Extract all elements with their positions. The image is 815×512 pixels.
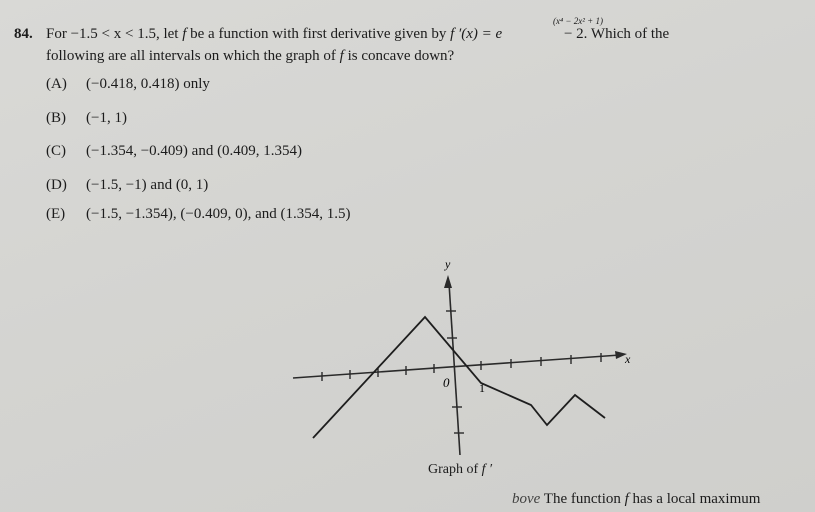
function-f: f <box>182 26 187 42</box>
choice-label: (A) <box>46 76 67 92</box>
derivative-exponent: (x⁴ − 2x² + 1) <box>553 16 603 26</box>
graph-caption <box>428 462 492 478</box>
choice-label: (D) <box>46 177 67 193</box>
x-axis-ticks <box>322 353 601 381</box>
question-text: For −1.5 < x < 1.5, let <box>46 26 183 42</box>
choice-c[interactable] <box>46 143 302 160</box>
footer-text-a: The function <box>540 491 625 507</box>
question-text: following are all intervals on which the graph of <box>46 48 340 64</box>
function-f: f <box>339 48 344 64</box>
choice-text: (−1, 1) <box>86 110 127 126</box>
caption-text: Graph of <box>428 462 482 477</box>
footer-text-b: has a local maximum <box>628 491 761 507</box>
choice-label: (E) <box>46 206 66 222</box>
choice-a[interactable] <box>46 76 210 93</box>
choice-d[interactable] <box>46 177 208 194</box>
y-axis-label: y <box>445 257 451 271</box>
question-text: is concave down? <box>343 48 455 64</box>
x-axis-label: x <box>625 352 631 366</box>
question-text: be a function with first derivative given by <box>186 26 451 42</box>
derivative-graph <box>285 255 645 460</box>
question-line-2 <box>46 48 454 65</box>
choice-e[interactable] <box>46 206 351 223</box>
footer-partial-word: bove <box>512 491 541 507</box>
footer-text <box>512 491 760 508</box>
f-prime-curve <box>313 317 605 438</box>
tick-label-1: 1 <box>479 381 485 395</box>
question-line-1 <box>46 26 669 43</box>
question-number: 84. <box>14 26 33 42</box>
y-axis <box>449 283 460 455</box>
choice-label: (B) <box>46 110 66 126</box>
caption-function: f ′ <box>481 462 493 477</box>
choice-text: (−1.5, −1) and (0, 1) <box>86 177 209 193</box>
choice-text: (−1.354, −0.409) and (0.409, 1.354) <box>86 143 303 159</box>
choice-b[interactable] <box>46 110 127 127</box>
choice-text: (−1.5, −1.354), (−0.409, 0), and (1.354, 1.5) <box>86 206 351 222</box>
footer-function: f <box>624 491 629 507</box>
question-text: − 2. Which of the <box>560 26 670 42</box>
choice-text: (−0.418, 0.418) only <box>86 76 210 92</box>
derivative-expression: f ′(x) = e <box>450 26 503 42</box>
choice-label: (C) <box>46 143 66 159</box>
y-axis-arrow <box>444 275 452 288</box>
origin-label: 0 <box>443 375 450 390</box>
